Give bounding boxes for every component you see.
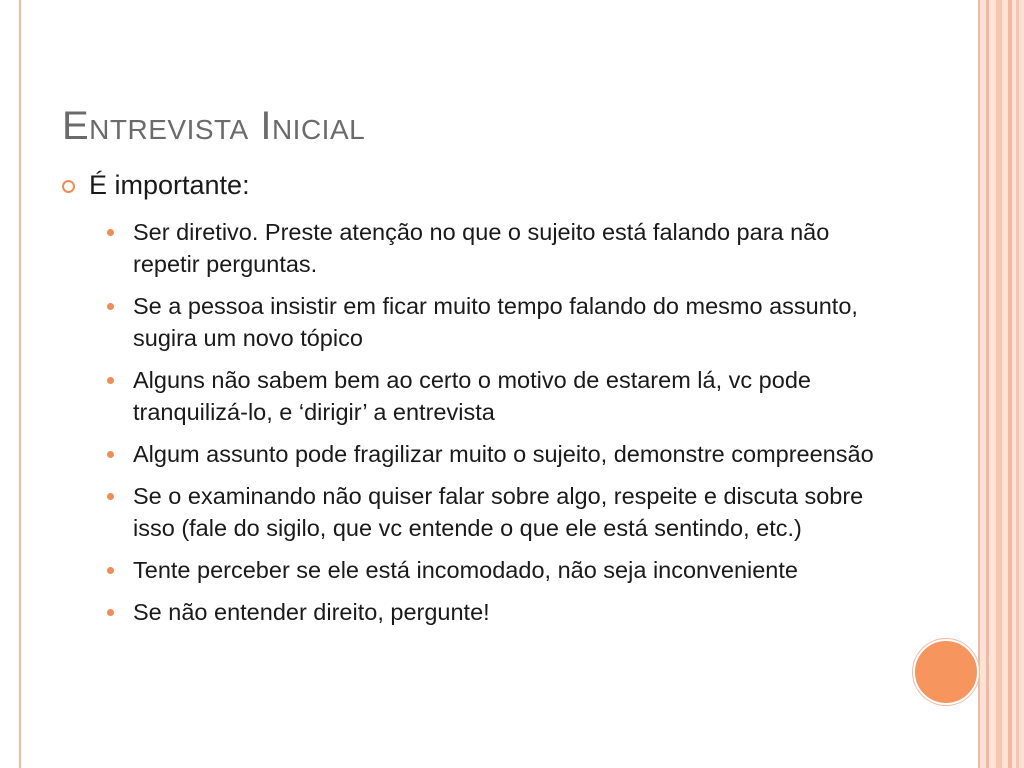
- bullet-text: Se a pessoa insistir em ficar muito tempo falando do mesmo assunto, sugira um novo tópico: [133, 293, 858, 351]
- bullet-item: [104, 596, 884, 628]
- decorative-stripe: [1016, 0, 1019, 768]
- left-border-line: [19, 0, 21, 768]
- bullet-text: Ser diretivo. Preste atenção no que o sujeito está falando para não repetir perguntas.: [133, 219, 830, 277]
- decorative-stripe: [1008, 0, 1012, 768]
- dot-bullet-icon: [107, 303, 114, 310]
- dot-bullet-icon: [107, 451, 114, 458]
- dot-bullet-icon: [107, 567, 114, 574]
- decorative-circle: [913, 639, 979, 705]
- dot-bullet-icon: [107, 609, 114, 616]
- bullet-text: Tente perceber se ele está incomodado, não seja inconveniente: [133, 557, 798, 583]
- bullet-text: Se não entender direito, pergunte!: [133, 599, 490, 625]
- dot-bullet-icon: [107, 377, 114, 384]
- bullet-text: Algum assunto pode fragilizar muito o sujeito, demonstre compreensão: [133, 441, 874, 467]
- ring-bullet-icon: [62, 180, 75, 193]
- decorative-stripe: [986, 0, 989, 768]
- heading-text: É importante:: [89, 170, 250, 200]
- bullet-item: [104, 290, 884, 354]
- bullet-text: Se o examinando não quiser falar sobre algo, respeite e discuta sobre isso (fale do sigilo, que vc entende o que ele está sentindo, etc.): [133, 483, 864, 541]
- bullet-list: [104, 216, 884, 638]
- bullet-item: [104, 216, 884, 280]
- bullet-text: Alguns não sabem bem ao certo o motivo de estarem lá, vc pode tranquilizá-lo, e ‘dirigir’ a entrevista: [133, 367, 811, 425]
- decorative-stripe: [996, 0, 1002, 768]
- bullet-item: [104, 364, 884, 428]
- bullet-item: [104, 554, 884, 586]
- bullet-item: [104, 480, 884, 544]
- bullet-item: [104, 438, 884, 470]
- heading-item: [62, 170, 250, 201]
- decorative-stripe: [978, 0, 980, 768]
- dot-bullet-icon: [107, 493, 114, 500]
- dot-bullet-icon: [107, 229, 114, 236]
- slide-title: Entrevista Inicial: [62, 104, 366, 148]
